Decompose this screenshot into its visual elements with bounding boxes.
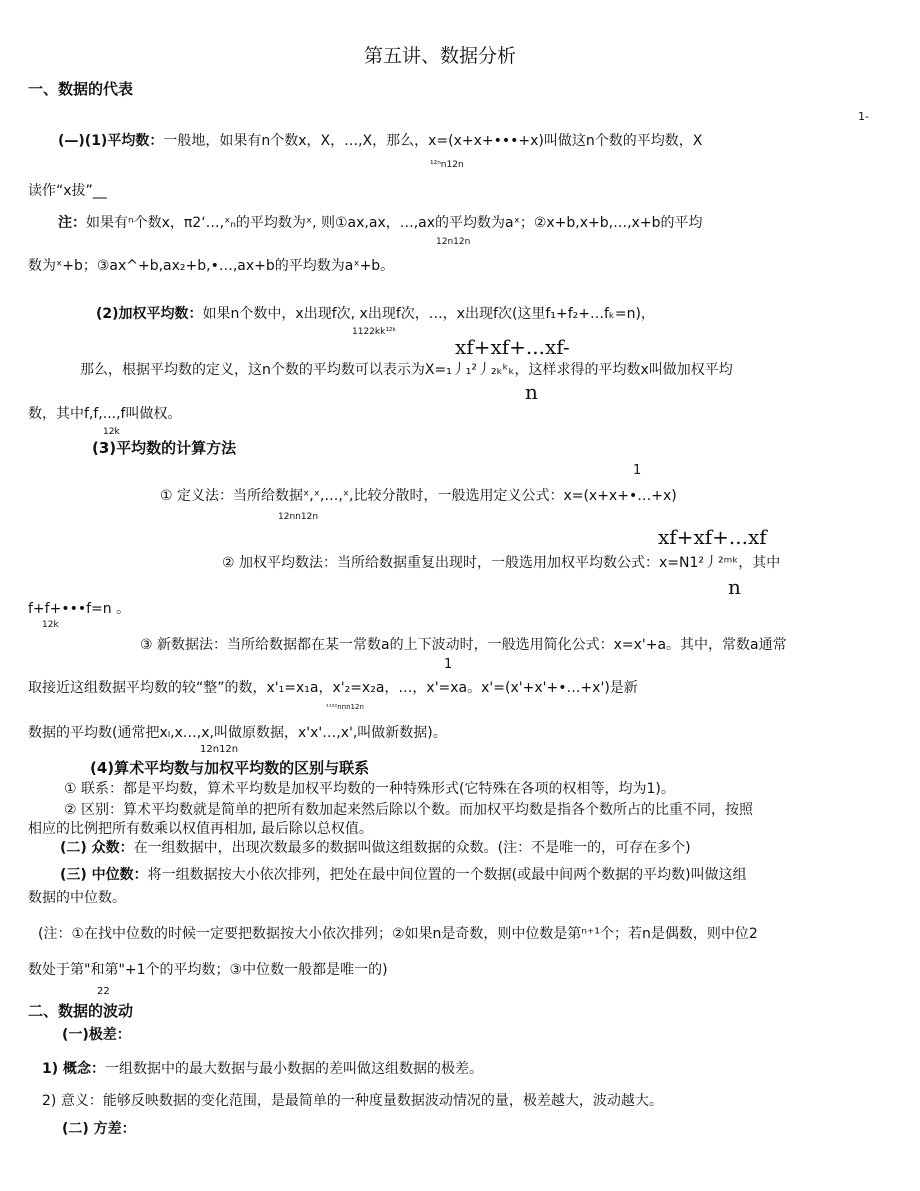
weights-line: 数，其中f,f,...,f叫做权。 <box>28 406 182 422</box>
weighted-mean-paragraph <box>96 306 655 323</box>
method-3-subscripts: ¹¹²²nnn12n <box>326 703 364 711</box>
section-heading-2: 二、数据的波动 <box>28 1002 134 1020</box>
weighted-mean-label: (2)加权平均数： <box>96 306 203 322</box>
median-continued: 数据的中位数。 <box>28 890 126 906</box>
median-note-subscripts: 22 <box>97 986 110 997</box>
mean-subscripts: ¹²ⁿn12n <box>430 160 464 170</box>
method-2-numerator: xf+xf+...xf <box>658 525 767 549</box>
section-heading-1: 一、数据的代表 <box>28 80 134 98</box>
mode-label: (二) 众数： <box>60 840 134 856</box>
calc-methods-heading: (3)平均数的计算方法 <box>92 439 237 457</box>
median-paragraph <box>60 867 747 884</box>
mean-reading: 读作“x拔”__ <box>28 183 107 199</box>
weighted-mean-text: 如果n个数中，x出现f次, x出现f次，…，x出现f次(这里f₁+f₂+…fₖ=n)， <box>202 306 655 322</box>
method-2-weights: f+f+•••f=n 。 <box>28 601 131 617</box>
range-concept <box>42 1061 483 1078</box>
note-text: 如果有ⁿ个数x，π2‘…,ˣₙ的平均数为ˣ, 则①ax,ax，…,ax的平均数为aˣ；②x+b,x+b,…,x+b的平均 <box>86 215 703 231</box>
weighted-mean-subscripts: 1122kk¹²ᵏ <box>352 327 397 337</box>
difference-connection: ① 联系：都是平均数，算术平均数是加权平均数的一种特殊形式(它特殊在各项的权相等，均为1)。 <box>64 781 675 797</box>
mean-paragraph <box>58 133 702 150</box>
page-title: 第五讲、数据分析 <box>364 45 517 67</box>
method-3-superscript: 1 <box>444 657 453 672</box>
note-label: 注： <box>58 215 86 231</box>
method-3-end-subscripts: 12n12n <box>200 744 239 755</box>
median-text: 将一组数据按大小依次排列，把处在最中间位置的一个数据(或最中间两个数据的平均数)叫做这组 <box>147 867 747 883</box>
method-3: ③ 新数据法：当所给数据都在某一常数a的上下波动时，一般选用简化公式：x=x'+a。其中，常数a通常 <box>140 637 787 653</box>
median-label: (三) 中位数： <box>60 867 148 883</box>
page-marker: 1- <box>858 110 869 123</box>
median-note: (注：①在找中位数的时候一定要把数据按大小依次排列；②如果n是奇数，则中位数是第ⁿ⁺¹个；若n是偶数，则中位2 <box>38 926 758 942</box>
method-1-subscripts: 12nn12n <box>278 512 319 522</box>
difference-distinction: ② 区别：算术平均数就是简单的把所有数加起来然后除以个数。而加权平均数是指各个数所占的比重不同，按照 <box>64 802 753 818</box>
difference-heading: (4)算术平均数与加权平均数的区别与联系 <box>90 759 370 777</box>
weighted-mean-definition: 那么，根据平均数的定义，这n个数的平均数可以表示为X=₁丿₁²丿₂ₖᵏₖ，这样求得的平均数x叫做加权平均 <box>80 362 733 378</box>
range-meaning: 2) 意义：能够反映数据的变化范围，是最简单的一种度量数据波动情况的量，极差越大，波动越大。 <box>42 1093 663 1109</box>
mean-text: 一般地，如果有n个数x，X，…,X，那么，x=(x+x+•••+x)叫做这n个数的平均数，X <box>163 133 703 149</box>
mean-label: (—)(1)平均数： <box>58 133 164 149</box>
note-1-continued: 数为ˣ+b；③ax^+b,ax₂+b,•…,ax+b的平均数为aˣ+b。 <box>28 258 395 274</box>
method-2-denominator: n <box>728 575 741 599</box>
mode-text: 在一组数据中，出现次数最多的数据叫做这组数据的众数。(注：不是唯一的，可存在多个) <box>133 840 691 856</box>
weighted-formula-denominator: n <box>525 380 538 404</box>
method-1: ① 定义法：当所给数据ˣ,ˣ,…,ˣ,比较分散时，一般选用定义公式：x=(x+x+•…+x) <box>160 488 677 504</box>
mode-paragraph <box>60 840 691 857</box>
note-1 <box>58 215 702 232</box>
method-3-continued: 取接近这组数据平均数的较“整”的数，x'₁=x₁a，x'₂=x₂a，…，x'=xa。x'=(x'+x'+•…+x')是新 <box>28 680 638 696</box>
range-heading: (一)极差： <box>62 1027 131 1043</box>
difference-distinction-continued: 相应的比例把所有数乘以权值再相加, 最后除以总权值。 <box>28 821 373 837</box>
method-1-superscript: 1 <box>633 463 642 478</box>
note-1-subscripts: 12n12n <box>436 237 471 247</box>
method-2: ② 加权平均数法：当所给数据重复出现时，一般选用加权平均数公式：x=N1²丿²ᵐᵏ，其中 <box>222 555 781 571</box>
range-concept-label: 1) 概念： <box>42 1061 106 1077</box>
method-2-subscripts: 12k <box>42 620 59 630</box>
range-concept-text: 一组数据中的最大数据与最小数据的差叫做这组数据的极差。 <box>105 1061 484 1077</box>
weights-subscripts: 12k <box>103 427 120 437</box>
weighted-formula-numerator: xf+xf+...xf- <box>455 335 570 359</box>
median-note-continued: 数处于第"和第"+1个的平均数；③中位数一般都是唯一的) <box>28 962 388 978</box>
method-3-end: 数据的平均数(通常把xₗ,x…,x,叫做原数据，x'x'…,x',叫做新数据)。 <box>28 725 447 741</box>
variance-heading: (二) 方差： <box>62 1121 136 1137</box>
